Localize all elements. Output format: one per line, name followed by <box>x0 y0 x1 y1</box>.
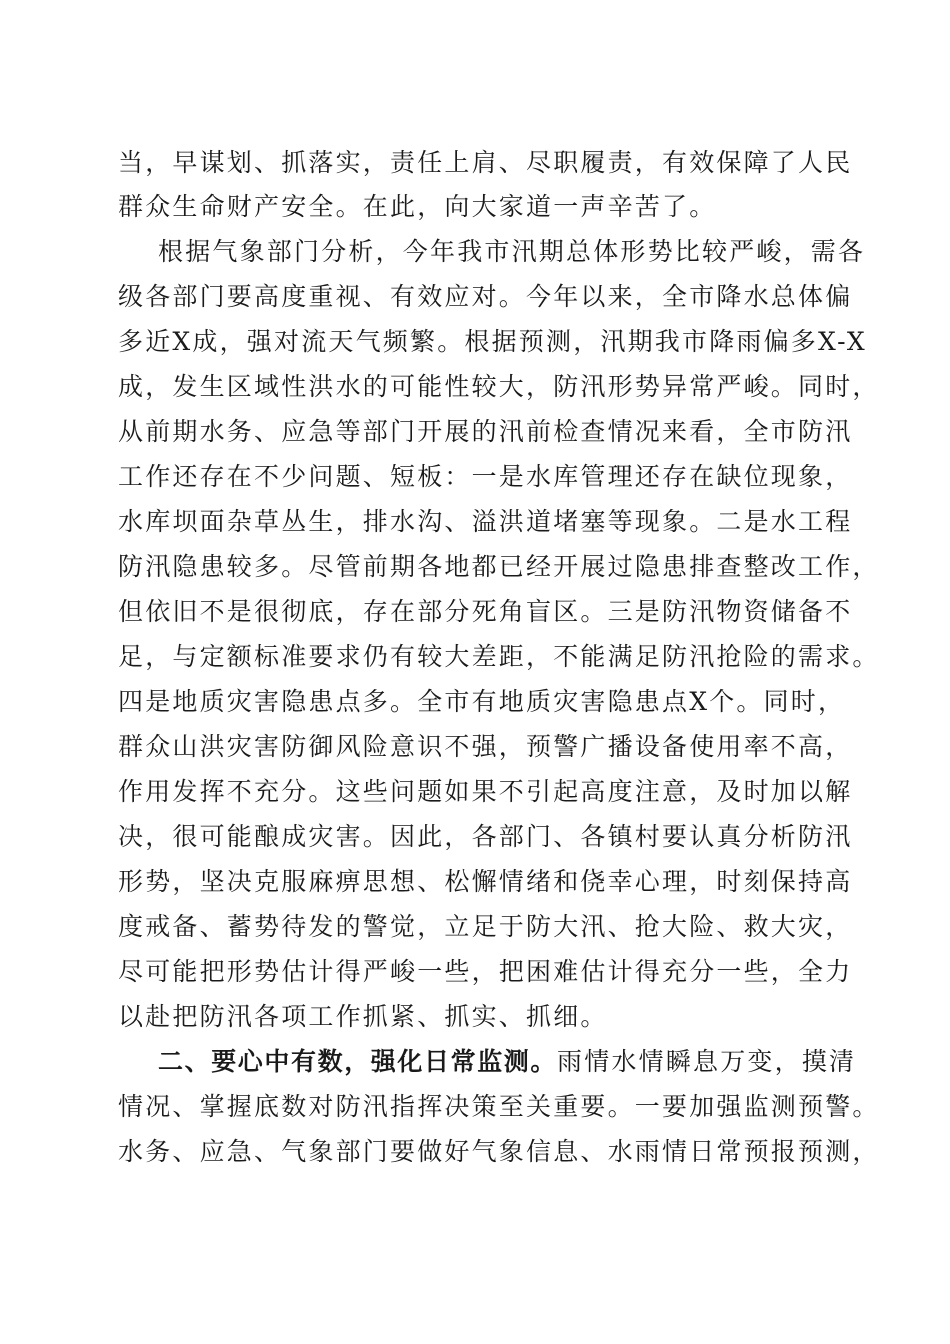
text-line: 工作还存在不少问题、短板：一是水库管理还存在缺位现象， <box>118 462 853 491</box>
text-line: 群众山洪灾害防御风险意识不强，预警广播设备使用率不高， <box>118 732 853 761</box>
text-line: 防汛隐患较多。尽管前期各地都已经开展过隐患排查整改工作， <box>118 552 880 581</box>
text-line: 水务、应急、气象部门要做好气象信息、水雨情日常预报预测， <box>118 1137 880 1166</box>
text-line: 多近X成，强对流天气频繁。根据预测，汛期我市降雨偏多X-X <box>118 327 867 356</box>
text-line: 形势，坚决克服麻痹思想、松懈情绪和侥幸心理，时刻保持高 <box>118 867 853 896</box>
section-heading-rest: 雨情水情瞬息万变，摸清 <box>557 1047 857 1076</box>
text-line: 群众生命财产安全。在此，向大家道一声辛苦了。 <box>118 192 717 221</box>
text-line: 从前期水务、应急等部门开展的汛前检查情况来看，全市防汛 <box>118 417 853 446</box>
text-line: 情况、掌握底数对防汛指挥决策至关重要。一要加强监测预警。 <box>118 1092 880 1121</box>
paragraph-first-line: 根据气象部门分析，今年我市汛期总体形势比较严峻，需各 <box>158 237 866 266</box>
text-line: 作用发挥不充分。这些问题如果不引起高度注意，及时加以解 <box>118 777 853 806</box>
section-heading: 二、要心中有数，强化日常监测。 <box>158 1047 558 1076</box>
text-line: 足，与定额标准要求仍有较大差距，不能满足防汛抢险的需求。 <box>118 642 880 671</box>
text-line: 但依旧不是很彻底，存在部分死角盲区。三是防汛物资储备不 <box>118 597 853 626</box>
text-line: 当，早谋划、抓落实，责任上肩、尽职履责，有效保障了人民 <box>118 148 853 177</box>
section-heading-line <box>158 1044 857 1080</box>
text-line: 级各部门要高度重视、有效应对。今年以来，全市降水总体偏 <box>118 282 853 311</box>
text-line: 以赴把防汛各项工作抓紧、抓实、抓细。 <box>118 1002 608 1031</box>
text-line: 四是地质灾害隐患点多。全市有地质灾害隐患点X个。同时， <box>118 687 846 716</box>
text-line: 度戒备、蓄势待发的警觉，立足于防大汛、抢大险、救大灾， <box>118 912 853 941</box>
text-line: 尽可能把形势估计得严峻一些，把困难估计得充分一些，全力 <box>118 957 853 986</box>
text-line: 决，很可能酿成灾害。因此，各部门、各镇村要认真分析防汛 <box>118 822 853 851</box>
text-line: 水库坝面杂草丛生，排水沟、溢洪道堵塞等现象。二是水工程 <box>118 507 853 536</box>
text-line: 成，发生区域性洪水的可能性较大，防汛形势异常严峻。同时， <box>118 372 880 401</box>
